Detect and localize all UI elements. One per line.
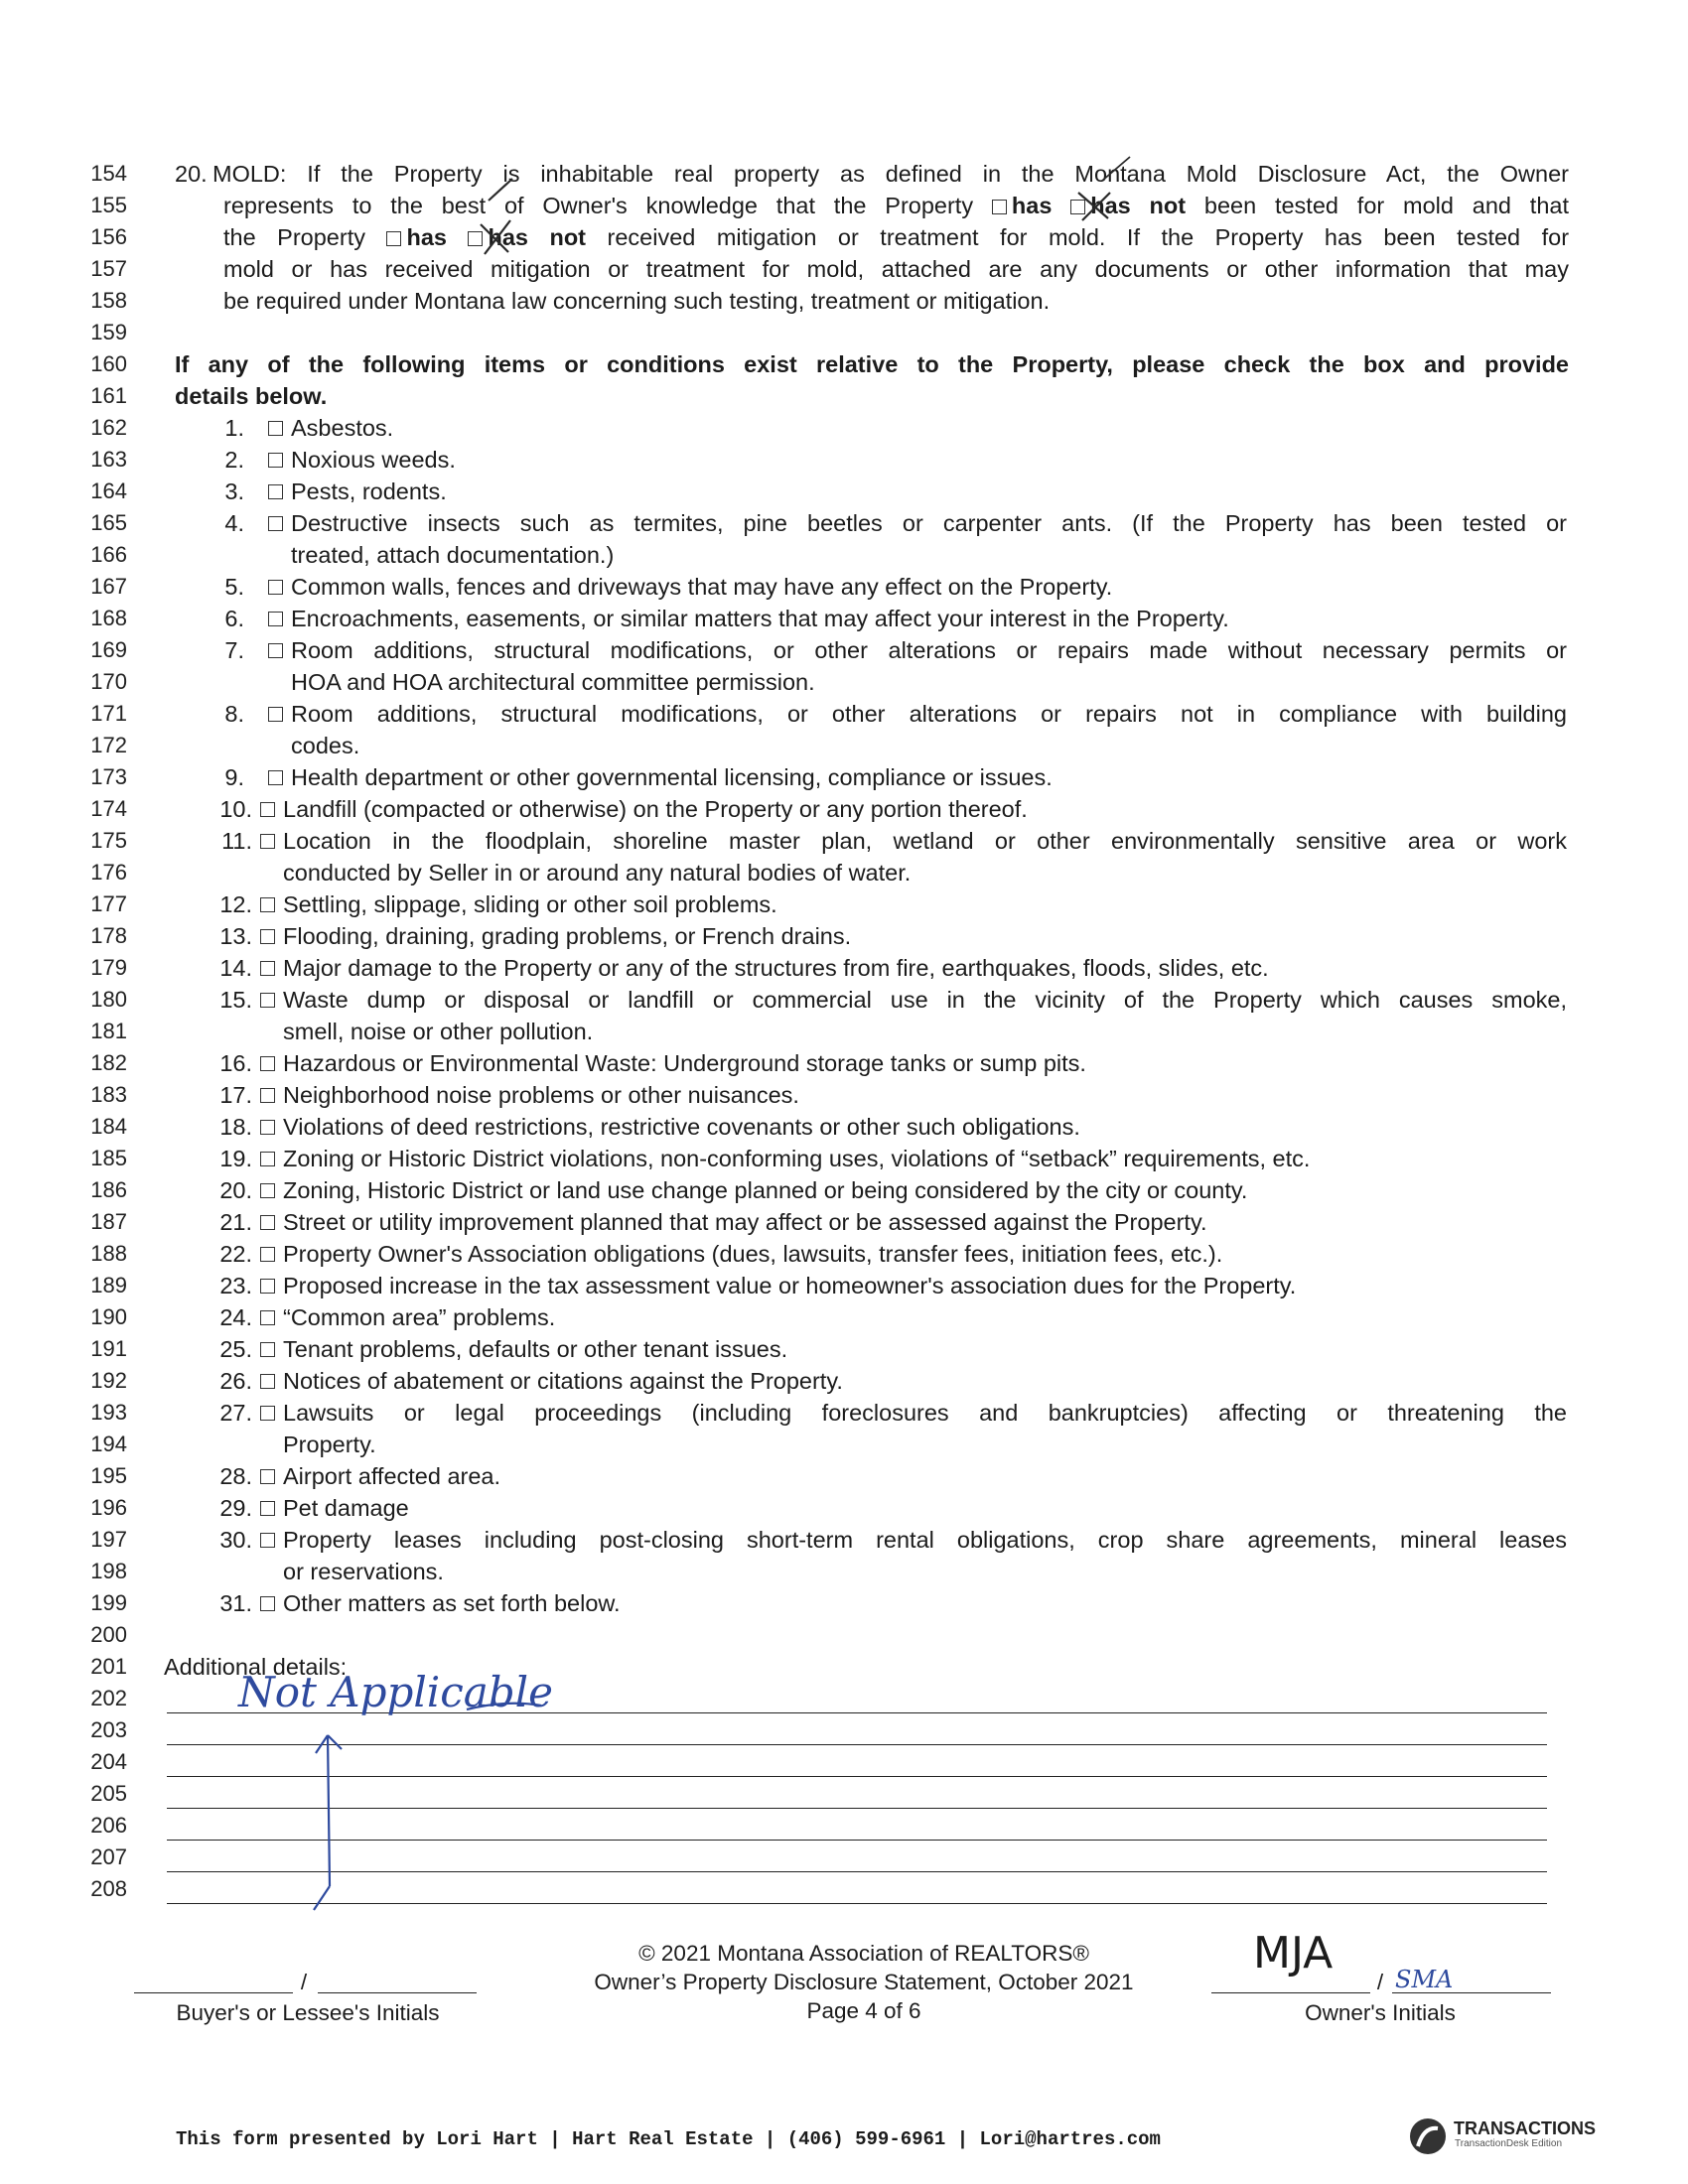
item-text: Flooding, draining, grading problems, or French drains. [283,923,852,949]
item-number: 26. [219,1368,252,1394]
line-number: 173 [90,764,127,789]
item-number: 9. [224,764,244,790]
item-text: Settling, slippage, sliding or other soil problems. [283,891,777,917]
item-number: 14. [219,955,252,981]
line-number: 161 [90,383,127,408]
item-text: conducted by Seller in or around any natural bodies of water. [283,860,912,886]
item-number: 7. [224,637,244,663]
item-text: Waste dump or disposal or landfill or commercial use in the vicinity of the Property which causes smoke, [283,987,1567,1013]
item-number: 30. [219,1527,252,1553]
copyright-line: © 2021 Montana Association of REALTORS® [638,1941,1089,1966]
item-text: codes. [291,733,360,758]
item-checkbox[interactable] [268,516,283,531]
mold-line-3-tail: received mitigation or treatment for mold. If the Property has been tested for [607,224,1570,250]
ditto-arrow [314,1704,541,1910]
mold-mitigation-has-label: has [406,224,447,250]
item-number: 2. [224,447,244,473]
item-number: 22. [219,1241,252,1267]
owner-initials-1: MJA [1253,1928,1334,1979]
item-checkbox[interactable] [260,1183,275,1198]
item-number: 8. [224,701,244,727]
line-number: 162 [90,415,127,440]
item-checkbox[interactable] [260,1501,275,1516]
line-number: 192 [90,1368,127,1393]
item-number: 10. [219,796,252,822]
item-checkbox[interactable] [260,1247,275,1262]
details-line-7[interactable] [167,1903,1547,1904]
item-text: Major damage to the Property or any of the structures from fire, earthquakes, floods, slides, etc. [283,955,1269,981]
line-number: 167 [90,574,127,599]
line-number: 186 [90,1177,127,1202]
item-text: Lawsuits or legal proceedings (including foreclosures and bankruptcies) affecting or threatening the [283,1400,1567,1426]
item-number: 20. [219,1177,252,1203]
buyer-initials-slash: / [300,1970,308,1994]
item-number: 18. [219,1114,252,1140]
line-number: 172 [90,733,127,757]
transactions-logo-icon [1408,2116,1448,2156]
item-text: smell, noise or other pollution. [283,1019,594,1044]
mold-line-2-text: represents to the best of Owner's knowledge that the Property [223,193,974,218]
item-text: treated, attach documentation.) [291,542,615,568]
line-number: 190 [90,1304,127,1329]
item-checkbox[interactable] [260,961,275,976]
line-number: 184 [90,1114,127,1139]
item-number: 12. [219,891,252,917]
presented-by-line: This form presented by Lori Hart | Hart Real Estate | (406) 599-6961 | Lori@hartres.com [176,2128,1161,2150]
handwritten-not-applicable: Not Applicable [238,1668,553,1716]
item-checkbox[interactable] [268,643,283,658]
item-checkbox[interactable] [260,1596,275,1611]
line-number: 170 [90,669,127,694]
item-checkbox[interactable] [260,1152,275,1166]
owner-initials-slash: / [1376,1970,1384,1994]
line-number: 156 [90,224,127,249]
item-text: Tenant problems, defaults or other tenant issues. [283,1336,788,1362]
item-text: Hazardous or Environmental Waste: Underground storage tanks or sump pits. [283,1050,1086,1076]
item-number: 19. [219,1146,252,1171]
item-number: 24. [219,1304,252,1330]
item-text: Destructive insects such as termites, pine beetles or carpenter ants. (If the Property has been tested or [291,510,1567,536]
item-checkbox[interactable] [260,1469,275,1484]
page-number: Page 4 of 6 [806,1998,921,2023]
line-number: 185 [90,1146,127,1170]
item-checkbox[interactable] [260,929,275,944]
item-text: Zoning or Historic District violations, non-conforming uses, violations of “setback” requirements, etc. [283,1146,1311,1171]
mold-line-2-tail: been tested for mold and that [1203,193,1569,218]
item-checkbox[interactable] [260,1406,275,1421]
line-number: 158 [90,288,127,313]
item-text: Neighborhood noise problems or other nuisances. [283,1082,799,1108]
line-number: 154 [90,161,127,186]
mold-mitigation-has-not-label: has not [488,224,587,250]
line-number: 165 [90,510,127,535]
item-text: Other matters as set forth below. [283,1590,621,1616]
mold-tested-has-not-checkbox[interactable] [1070,200,1085,214]
item-number: 28. [219,1463,252,1489]
intro-line-1: If any of the following items or conditions exist relative to the Property, please check the box and provide [175,351,1569,377]
item-text: or reservations. [283,1559,444,1584]
item-text: Property. [283,1432,376,1457]
line-number: 208 [90,1876,127,1901]
item-checkbox[interactable] [268,707,283,722]
mold-line-4: mold or has received mitigation or treatment for mold, attached are any documents or other information that may [223,256,1569,282]
item-checkbox[interactable] [268,484,283,499]
line-number: 160 [90,351,127,376]
line-number: 166 [90,542,127,567]
item-text: Pests, rodents. [291,478,447,504]
line-number: 176 [90,860,127,885]
transactions-brand: TRANSACTIONS [1454,2118,1596,2138]
details-line-3[interactable] [167,1776,1547,1777]
buyer-initials-line-2[interactable] [318,1992,477,1993]
mold-mitigation-has-checkbox[interactable] [386,231,401,246]
item-text: “Common area” problems. [283,1304,556,1330]
item-checkbox[interactable] [260,897,275,912]
item-number: 29. [219,1495,252,1521]
line-number: 157 [90,256,127,281]
item-number: 15. [219,987,252,1013]
item-checkbox[interactable] [260,1374,275,1389]
item-checkbox[interactable] [260,1342,275,1357]
item-text: Zoning, Historic District or land use change planned or being considered by the city or county. [283,1177,1248,1203]
item-text: Street or utility improvement planned that may affect or be assessed against the Property. [283,1209,1207,1235]
line-number: 163 [90,447,127,472]
line-number: 207 [90,1844,127,1869]
line-number: 204 [90,1749,127,1774]
item-checkbox[interactable] [260,1310,275,1325]
additional-details-label: Additional details: [164,1654,348,1680]
line-number: 183 [90,1082,127,1107]
item-number: 1. [224,415,244,441]
item-checkbox[interactable] [260,1056,275,1071]
details-line-5[interactable] [167,1840,1547,1841]
details-line-4[interactable] [167,1808,1547,1809]
item-text: Noxious weeds. [291,447,456,473]
item-text: Room additions, structural modifications, or other alterations or repairs not in compliance with building [291,701,1567,727]
mold-mitigation-has-not-checkbox[interactable] [468,231,483,246]
item-checkbox[interactable] [268,770,283,785]
owner-initials-label: Owner's Initials [1305,2000,1456,2025]
item-checkbox[interactable] [260,1088,275,1103]
owner-initials-line-2[interactable] [1392,1992,1551,1993]
item-number: 13. [219,923,252,949]
item-text: Proposed increase in the tax assessment value or homeowner's association dues for the Property. [283,1273,1297,1298]
line-number: 169 [90,637,127,662]
item-text: Location in the floodplain, shoreline master plan, wetland or other environmentally sensitive area or work [283,828,1567,854]
details-line-2[interactable] [167,1744,1547,1745]
mold-number: 20. [175,161,208,187]
item-number: 11. [221,828,252,854]
line-number: 171 [90,701,127,726]
line-number: 196 [90,1495,127,1520]
line-number: 205 [90,1781,127,1806]
line-number: 199 [90,1590,127,1615]
item-number: 23. [219,1273,252,1298]
item-checkbox[interactable] [260,1120,275,1135]
line-number: 187 [90,1209,127,1234]
mold-line-2 [223,190,1569,221]
line-number: 180 [90,987,127,1012]
item-text: Asbestos. [291,415,394,441]
item-number: 4. [224,510,244,536]
item-text: Room additions, structural modifications, or other alterations or repairs made without necessary permits or [291,637,1567,663]
transactions-brand-sub: TransactionDesk Edition [1455,2138,1563,2149]
line-number: 178 [90,923,127,948]
item-text: Airport affected area. [283,1463,501,1489]
line-number: 159 [90,320,127,344]
item-number: 21. [219,1209,252,1235]
item-number: 6. [224,606,244,631]
item-text: Encroachments, easements, or similar matters that may affect your interest in the Property. [291,606,1229,631]
item-number: 27. [219,1400,252,1426]
line-number: 168 [90,606,127,630]
line-number: 191 [90,1336,127,1361]
line-number: 182 [90,1050,127,1075]
item-checkbox[interactable] [260,1215,275,1230]
item-text: Health department or other governmental licensing, compliance or issues. [291,764,1053,790]
line-number: 189 [90,1273,127,1297]
item-checkbox[interactable] [268,612,283,626]
mold-line-3-text: the Property [223,224,365,250]
mold-tested-has-checkbox[interactable] [992,200,1007,214]
item-text: Violations of deed restrictions, restrictive covenants or other such obligations. [283,1114,1080,1140]
item-number: 5. [224,574,244,600]
item-text: Common walls, fences and driveways that may have any effect on the Property. [291,574,1113,600]
line-number: 155 [90,193,127,217]
item-checkbox[interactable] [268,580,283,595]
item-number: 16. [219,1050,252,1076]
buyer-initials-label: Buyer's or Lessee's Initials [176,2000,440,2025]
form-title: Owner’s Property Disclosure Statement, October 2021 [594,1970,1134,1994]
line-number: 195 [90,1463,127,1488]
line-number: 179 [90,955,127,980]
item-text: Notices of abatement or citations against the Property. [283,1368,843,1394]
item-checkbox[interactable] [260,993,275,1008]
line-number: 164 [90,478,127,503]
item-checkbox[interactable] [260,1279,275,1294]
item-checkbox[interactable] [260,802,275,817]
owner-initials-line-1[interactable] [1211,1992,1370,1993]
mold-tested-has-label: has [1011,193,1053,218]
item-number: 3. [224,478,244,504]
item-text: HOA and HOA architectural committee permission. [291,669,815,695]
buyer-initials-line-1[interactable] [134,1992,293,1993]
owner-initials-2: SMA [1395,1966,1454,1993]
mold-line-3 [223,221,1569,253]
mold-tested-has-not-label: has not [1090,193,1187,218]
mold-line-1: MOLD: If the Property is inhabitable real property as defined in the Montana Mold Disclosure Act, the Owner [212,161,1569,187]
line-number: 174 [90,796,127,821]
line-number: 201 [90,1654,127,1679]
item-number: 31. [219,1590,252,1616]
item-checkbox[interactable] [260,834,275,849]
line-number: 198 [90,1559,127,1583]
item-number: 25. [219,1336,252,1362]
details-line-6[interactable] [167,1871,1547,1872]
line-number: 177 [90,891,127,916]
line-number: 197 [90,1527,127,1552]
item-checkbox[interactable] [268,421,283,436]
line-number: 202 [90,1686,127,1710]
item-number: 17. [219,1082,252,1108]
item-text: Landfill (compacted or otherwise) on the Property or any portion thereof. [283,796,1028,822]
line-number: 181 [90,1019,127,1043]
item-checkbox[interactable] [260,1533,275,1548]
line-number: 193 [90,1400,127,1425]
line-number: 188 [90,1241,127,1266]
line-number: 203 [90,1717,127,1742]
line-number: 194 [90,1432,127,1456]
item-checkbox[interactable] [268,453,283,468]
mold-line-5: be required under Montana law concerning such testing, treatment or mitigation. [223,288,1051,314]
intro-line-2: details below. [175,383,328,409]
item-text: Property leases including post-closing short-term rental obligations, crop share agreements, mineral leases [283,1527,1567,1553]
line-number: 206 [90,1813,127,1838]
line-number: 175 [90,828,127,853]
line-number: 200 [90,1622,127,1647]
item-text: Pet damage [283,1495,409,1521]
item-text: Property Owner's Association obligations (dues, lawsuits, transfer fees, initiation fees, etc.). [283,1241,1223,1267]
